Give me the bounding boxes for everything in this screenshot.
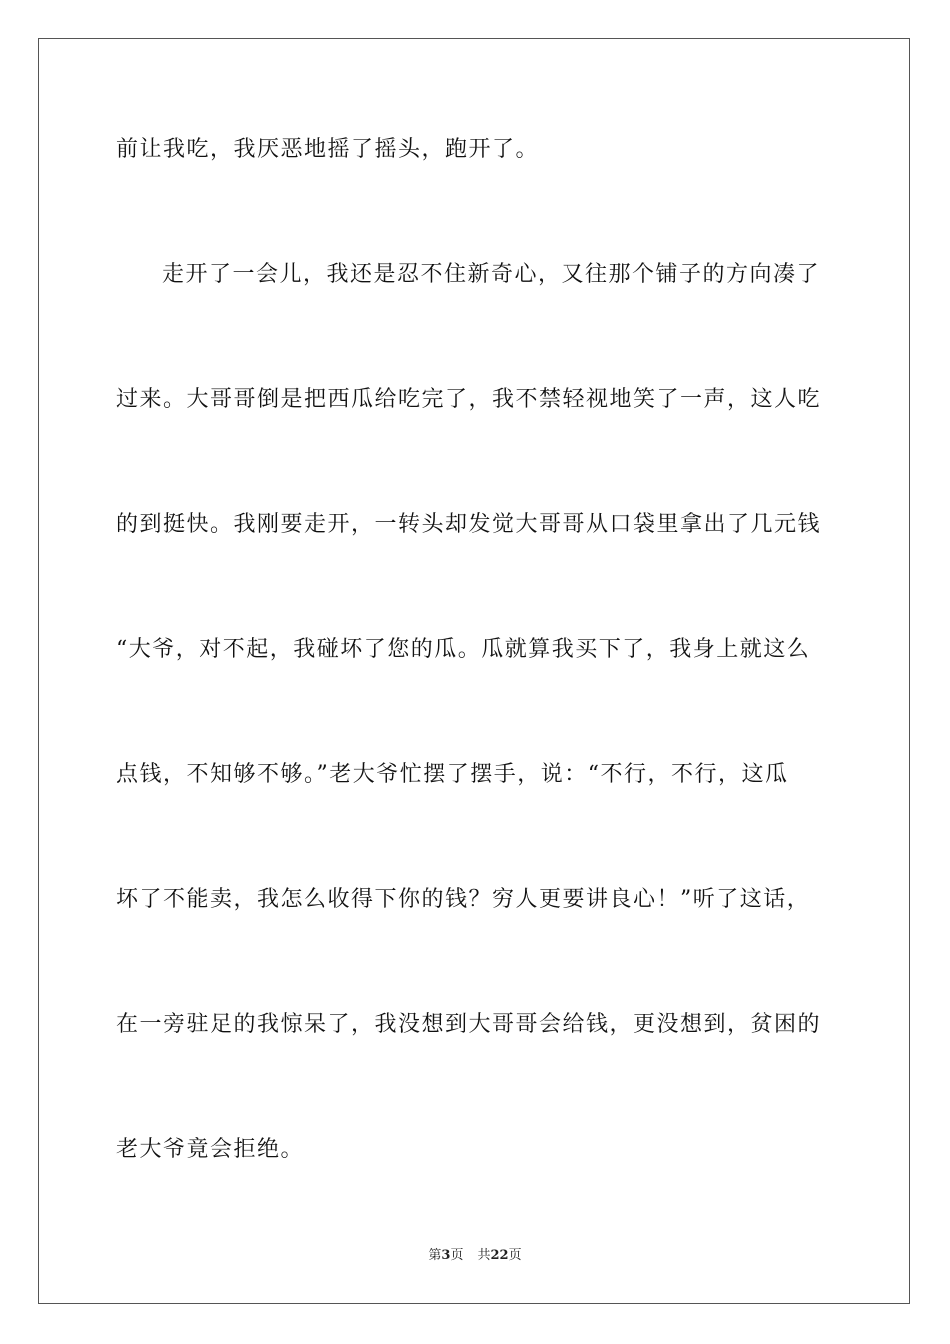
text-line-2: 走开了一会儿，我还是忍不住新奇心，又往那个铺子的方向凑了 [162,262,821,287]
current-page-number: 3 [441,1248,451,1263]
text-line-8: 在一旁驻足的我惊呆了，我没想到大哥哥会给钱，更没想到，贫困的 [116,1012,822,1037]
page-border [38,38,910,1304]
text-line-6: 点钱，不知够不够。”老大爷忙摆了摆手，说：“不行，不行，这瓜 [116,762,789,787]
page-footer [0,1247,950,1265]
text-line-9: 老大爷竟会拒绝。 [116,1137,305,1162]
total-prefix: 共 [477,1248,491,1263]
page-prefix: 第 [428,1248,442,1263]
total-unit: 页 [508,1248,522,1263]
text-line-1: 前让我吃，我厌恶地摇了摇头，跑开了。 [116,137,540,162]
text-line-7: 坏了不能卖，我怎么收得下你的钱？穷人更要讲良心！”听了这话， [116,887,811,912]
total-pages-number: 22 [490,1248,509,1263]
text-line-5: “大爷，对不起，我碰坏了您的瓜。瓜就算我买下了，我身上就这么 [116,637,811,662]
text-line-3: 过来。大哥哥倒是把西瓜给吃完了，我不禁轻视地笑了一声，这人吃 [116,387,822,412]
page-unit: 页 [450,1248,464,1263]
text-line-4: 的到挺快。我刚要走开，一转头却发觉大哥哥从口袋里拿出了几元钱 [116,512,822,537]
